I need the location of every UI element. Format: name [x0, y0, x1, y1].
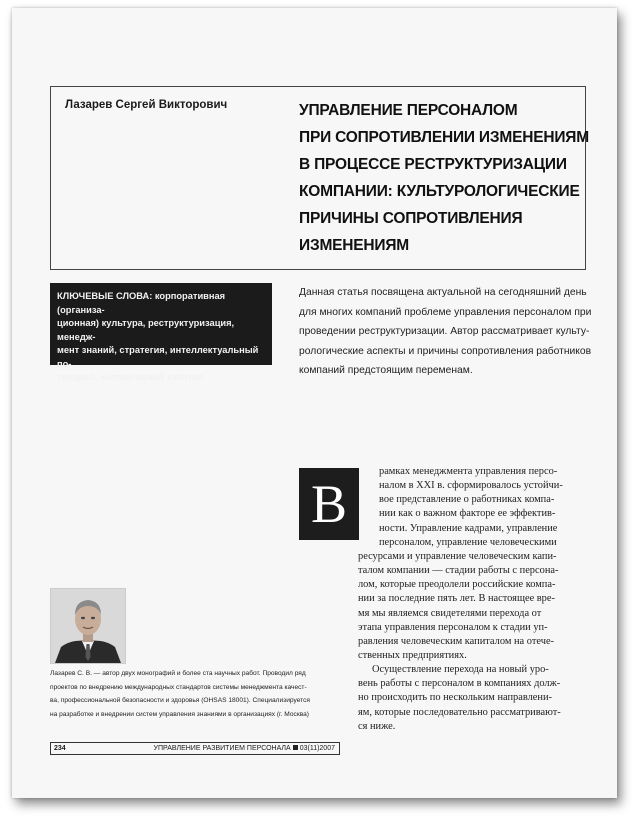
body-line: Осуществление перехода на новый уро- [372, 664, 549, 676]
body-line: талом компании — стадии работы с персона- [358, 565, 559, 577]
title-line: ИЗМЕНЕНИЯМ [299, 237, 410, 254]
keywords-line: тенциал, человеческий капитал [57, 372, 204, 382]
title-line: ПРИЧИНЫ СОПРОТИВЛЕНИЯ [299, 210, 523, 227]
bio-line: Лазарев С. В. — автор двух монографий и более ста научных работ. Проводил ряд [50, 670, 306, 677]
body-line: ственных предприятиях. [358, 649, 467, 661]
abstract-line: компаний предстоящим переменам. [299, 365, 473, 376]
keywords-line: ционная) культура, реструктуризация, менедж- [57, 318, 235, 342]
body-line: рамках менеджмента управления персо- [379, 466, 558, 477]
body-line: ся ниже. [358, 720, 396, 732]
title-box [50, 86, 589, 270]
abstract-line: для многих компаний проблеме управления персоналом при [299, 306, 592, 318]
title-line: УПРАВЛЕНИЕ ПЕРСОНАЛОМ [299, 102, 518, 119]
author-portrait-icon [51, 589, 125, 663]
body-line: этапа управления персоналом к стадии уп- [358, 621, 548, 633]
issue-number: 03(11)2007 [299, 745, 335, 752]
body-line: вень работы с персоналом в компаниях долж- [358, 678, 561, 690]
abstract-line: Данная статья посвящена актуальной на сегодняшний день [299, 287, 587, 298]
body-line: персоналом, управление человеческими [379, 536, 557, 548]
abstract [299, 283, 591, 381]
abstract-line: рологические аспекты и причины сопротивления работников [299, 345, 592, 357]
body-line: ности. Управление кадрами, управление [379, 522, 558, 534]
body-line: ресурсами и управление человеческим капи- [358, 550, 557, 562]
author-photo [50, 588, 126, 664]
body-line: ям, которые последовательно рассматривают- [358, 706, 561, 718]
keywords-box [50, 283, 272, 382]
page-footer [50, 742, 340, 755]
body-line: равления человеческим капиталом на отече- [358, 635, 555, 647]
body-line: нии за последние пять лет. В настоящее вре- [358, 593, 555, 605]
journal-name: УПРАВЛЕНИЕ РАЗВИТИЕМ ПЕРСОНАЛА [153, 745, 291, 752]
title-line: КОМПАНИИ: КУЛЬТУРОЛОГИЧЕСКИЕ [299, 183, 580, 200]
keywords-line: мент знаний, стратегия, интеллектуальный по- [57, 345, 259, 369]
black-square-icon [293, 745, 298, 750]
body-line: налом в XXI в. сформировалось устойчи- [379, 480, 563, 492]
title-line: В ПРОЦЕССЕ РЕСТРУКТУРИЗАЦИИ [299, 156, 567, 173]
author-name: Лазарев Сергей Викторович [65, 99, 228, 111]
journal-page [12, 8, 617, 798]
body-line: лом, которые преодолели российские компа- [358, 579, 556, 591]
bio-line: проектов по внедрению международных стандартов системы менеджмента качест- [50, 683, 307, 691]
bio-line: ва, профессиональной безопасности и здоровья (OHSAS 18001). Специализируется [50, 697, 310, 704]
abstract-line: проведении реструктуризации. Автор рассматривает культу- [299, 326, 590, 337]
keywords-line: КЛЮЧЕВЫЕ СЛОВА: корпоративная (организа- [57, 291, 226, 315]
body-line: нии как о важном факторе ее эффектив- [379, 508, 556, 520]
page-number: 234 [54, 745, 66, 752]
author-bio [50, 667, 340, 721]
article-title [299, 97, 589, 259]
journal-issue [154, 743, 335, 754]
drop-cap: В [299, 468, 359, 540]
bio-line: на разработке и внедрении систем управления знаниями в организациях (г. Москва) [50, 710, 309, 718]
body-line: мя мы являемся свидетелями перехода от [358, 607, 542, 619]
title-line: ПРИ СОПРОТИВЛЕНИИ ИЗМЕНЕНИЯМ [299, 129, 589, 146]
body-line: вое представление о работниках компа- [379, 494, 555, 506]
body-line: но происходить по нескольким направлени- [358, 692, 552, 704]
